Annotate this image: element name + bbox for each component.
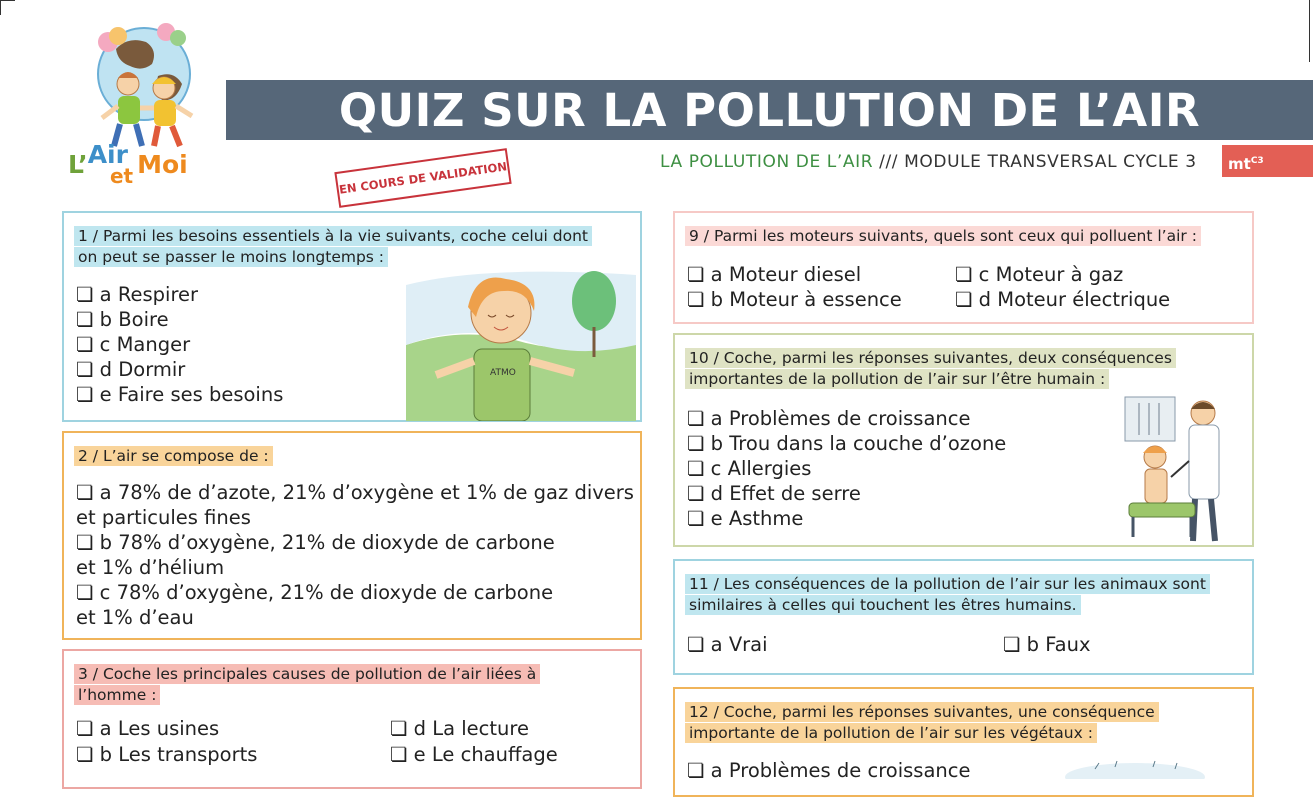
q10-option-a[interactable]: ❏ a Problèmes de croissance — [687, 407, 971, 430]
q10-option-d[interactable]: ❏ d Effet de serre — [687, 482, 861, 505]
illustration-atmo-label: ATMO — [490, 368, 516, 378]
q10-option-e[interactable]: ❏ e Asthme — [687, 507, 804, 530]
q11-option-b[interactable]: ❏ b Faux — [1003, 633, 1091, 656]
question-1-text: 1 / Parmi les besoins essentiels à la vie suivants, coche celui dont on peut se passer le moins longtemps : — [74, 226, 592, 267]
plant-illustration — [1055, 749, 1215, 779]
logo-word-moi: Moi — [137, 150, 188, 179]
question-12-box — [673, 687, 1254, 797]
q11-option-a[interactable]: ❏ a Vrai — [687, 633, 768, 656]
q1-option-a[interactable]: ❏ a Respirer — [76, 283, 199, 306]
q9-option-a[interactable]: ❏ a Moteur diesel — [687, 263, 862, 286]
question-2-text: 2 / L’air se compose de : — [74, 446, 273, 466]
question-10-box — [673, 333, 1254, 547]
q1-option-b[interactable]: ❏ b Boire — [76, 308, 169, 331]
subtitle-module: /// MODULE TRANSVERSAL CYCLE 3 — [873, 152, 1197, 172]
q12-option-a[interactable]: ❏ a Problèmes de croissance — [687, 759, 971, 782]
q2-option-a[interactable]: ❏ a 78% de d’azote, 21% d’oxygène et 1% de gaz divers — [76, 481, 634, 504]
logo-word-air: Air — [87, 140, 128, 169]
question-11-box — [673, 559, 1254, 675]
logo-word-et: et — [109, 164, 134, 188]
q2-option-c-cont: et 1% d’eau — [76, 606, 194, 629]
validation-stamp: EN COURS DE VALIDATION — [334, 148, 511, 208]
question-11-text: 11 / Les conséquences de la pollution de l’air sur les animaux sont similaires à celles qui touchent les êtres humains. — [685, 574, 1210, 615]
q9-option-d[interactable]: ❏ d Moteur électrique — [955, 288, 1171, 311]
page-title: QUIZ SUR LA POLLUTION DE L’AIR — [338, 84, 1201, 137]
q2-option-b-cont: et 1% d’hélium — [76, 556, 225, 579]
question-1-box — [62, 211, 642, 422]
q3-option-d[interactable]: ❏ d La lecture — [390, 717, 529, 740]
subtitle-topic: LA POLLUTION DE L’AIR — [660, 152, 874, 172]
q3-option-b[interactable]: ❏ b Les transports — [76, 743, 258, 766]
q1-option-e[interactable]: ❏ e Faire ses besoins — [76, 383, 284, 406]
q3-option-a[interactable]: ❏ a Les usines — [76, 717, 220, 740]
question-12-text: 12 / Coche, parmi les réponses suivantes, une conséquence importante de la pollution de l’air sur les végétaux : — [685, 702, 1159, 743]
question-3-box — [62, 649, 642, 789]
q2-option-c[interactable]: ❏ c 78% d’oxygène, 21% de dioxyde de carbone — [76, 581, 554, 604]
question-3-text: 3 / Coche les principales causes de pollution de l’air liées à l’homme : — [74, 664, 540, 705]
crop-mark-top-left — [0, 0, 15, 15]
child-breathing-illustration — [406, 265, 636, 421]
q1-option-d[interactable]: ❏ d Dormir — [76, 358, 186, 381]
question-9-box — [673, 211, 1254, 324]
logo-word-l: L’ — [68, 150, 88, 179]
crop-mark-top-right — [1295, 0, 1310, 62]
q1-option-c[interactable]: ❏ c Manger — [76, 333, 191, 356]
logo-wordmark — [68, 140, 188, 188]
module-badge-main: mt — [1228, 155, 1251, 173]
question-2-box — [62, 431, 642, 640]
title-bar — [226, 80, 1313, 140]
question-10-text: 10 / Coche, parmi les réponses suivantes, deux conséquences importantes de la pollution de l’air sur l’être humain : — [685, 348, 1176, 389]
subtitle — [660, 152, 1197, 172]
q10-option-c[interactable]: ❏ c Allergies — [687, 457, 812, 480]
doctor-examining-child-illustration — [1115, 391, 1235, 545]
q2-option-b[interactable]: ❏ b 78% d’oxygène, 21% de dioxyde de carbone — [76, 531, 555, 554]
q2-option-a-cont: et particules fines — [76, 506, 251, 529]
module-badge — [1222, 145, 1313, 177]
module-badge-sup: C3 — [1250, 156, 1264, 166]
q10-option-b[interactable]: ❏ b Trou dans la couche d’ozone — [687, 432, 1007, 455]
q9-option-b[interactable]: ❏ b Moteur à essence — [687, 288, 902, 311]
q9-option-c[interactable]: ❏ c Moteur à gaz — [955, 263, 1124, 286]
q3-option-e[interactable]: ❏ e Le chauffage — [390, 743, 558, 766]
question-9-text: 9 / Parmi les moteurs suivants, quels sont ceux qui polluent l’air : — [685, 226, 1201, 246]
